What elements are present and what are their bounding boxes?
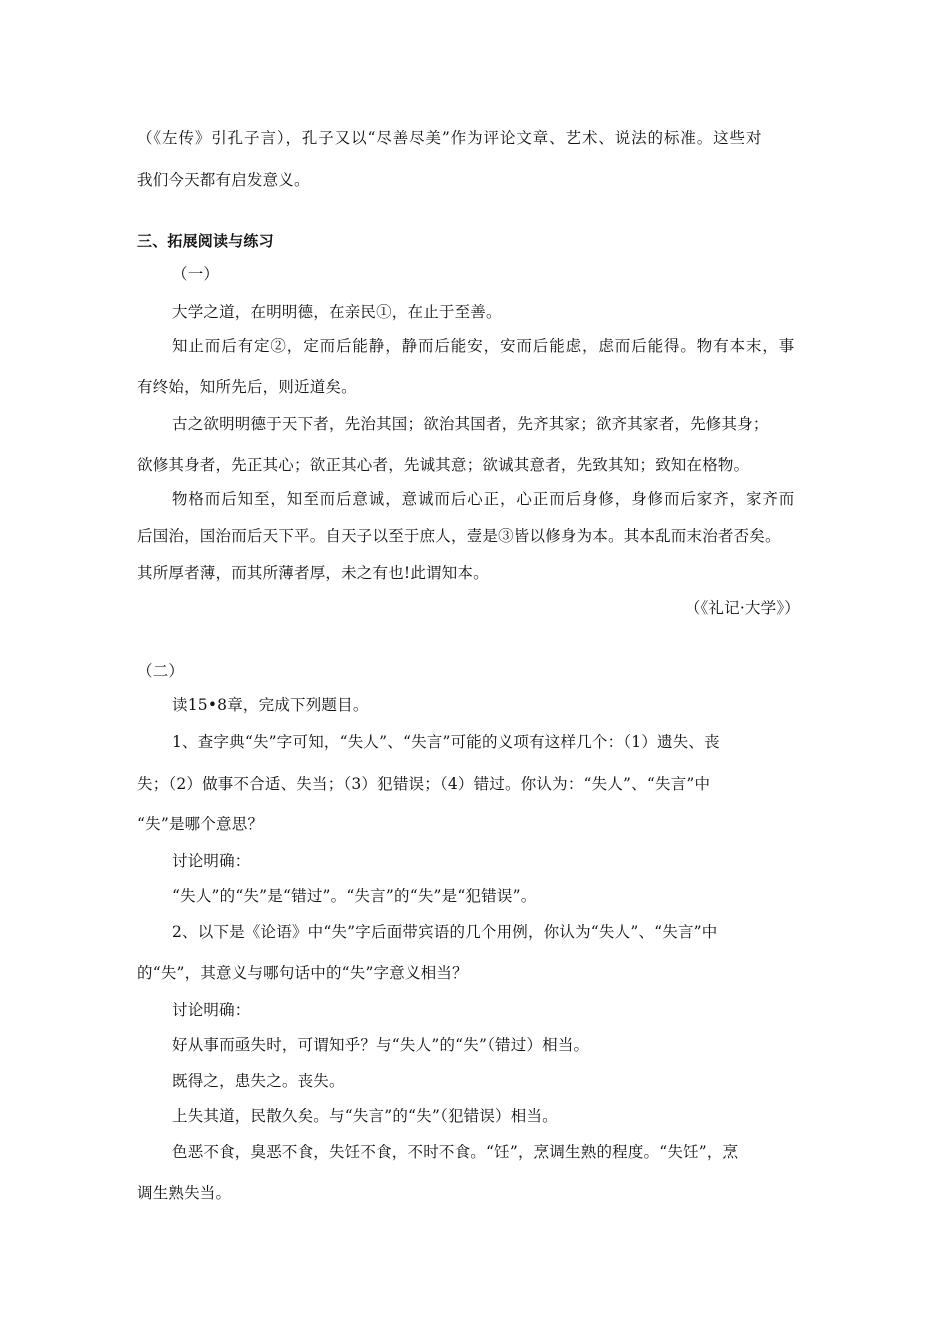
- part1-paragraph-2-line-2: 有终始，知所先后，则近道矣。: [137, 378, 357, 396]
- part1-paragraph-2-line-1: 知止而后有定②，定而后能静，静而后能安，安而后能虑，虑而后能得。物有本末，事: [172, 337, 796, 355]
- example-1: 好从事而亟失时，可谓知乎？与“失人”的“失”（错过）相当。: [172, 1036, 590, 1054]
- example-4-line-2: 调生熟失当。: [137, 1184, 232, 1202]
- example-2: 既得之，患失之。丧失。: [172, 1072, 345, 1090]
- example-4-line-1: 色恶不食，臭恶不食，失饪不食，不时不食。“饪”，烹调生熟的程度。“失饪”，烹: [172, 1143, 739, 1161]
- question-1-line-1: 1、查字典“失”字可知，“失人”、“失言”可能的义项有这样几个：（1）遗失、丧: [172, 733, 720, 751]
- intro-line-1: （《左传》引孔子言），孔子又以“尽善尽美”作为评论文章、艺术、说法的标准。这些对: [137, 129, 763, 147]
- part1-paragraph-3-line-2: 欲修其身者，先正其心；欲正其心者，先诚其意；欲诚其意者，先致其知；致知在格物。: [137, 456, 750, 474]
- question-1-line-3: “失”是哪个意思？: [137, 815, 264, 833]
- question-1-answer: “失人”的“失”是“错过”。“失言”的“失”是“犯错误”。: [172, 887, 537, 905]
- example-3: 上失其道，民散久矣。与“失言”的“失”（犯错误）相当。: [172, 1107, 558, 1125]
- part1-label: （一）: [172, 265, 220, 283]
- part2-label: （二）: [137, 662, 185, 680]
- question-2-line-1: 2、以下是《论语》中“失”字后面带宾语的几个用例，你认为“失人”、“失言”中: [172, 923, 718, 941]
- question-2-line-2: 的“失”，其意义与哪句话中的“失”字意义相当？: [137, 964, 468, 982]
- part1-paragraph-4-line-1: 物格而后知至，知至而后意诚，意诚而后心正，心正而后身修，身修而后家齐，家齐而: [172, 490, 796, 508]
- part1-paragraph-1: 大学之道，在明明德，在亲民①，在止于至善。: [172, 303, 502, 321]
- part2-intro: 读15•8章，完成下列题目。: [172, 696, 369, 714]
- question-1-discussion-label: 讨论明确：: [172, 852, 251, 870]
- part1-source: （《礼记·大学》）: [684, 599, 800, 617]
- section-heading: 三、拓展阅读与练习: [137, 232, 274, 250]
- part1-paragraph-4-line-2: 后国治，国治而后天下平。自天子以至于庶人，壹是③皆以修身为本。其本乱而末治者否矣。: [137, 527, 781, 545]
- intro-line-2: 我们今天都有启发意义。: [137, 171, 310, 189]
- question-2-discussion-label: 讨论明确：: [172, 1001, 251, 1019]
- question-1-line-2: 失；（2）做事不合适、失当；（3）犯错误；（4）错过。你认为：“失人”、“失言”中: [137, 775, 711, 793]
- part1-paragraph-3-line-1: 古之欲明明德于天下者，先治其国；欲治其国者，先齐其家；欲齐其家者，先修其身；: [172, 415, 769, 433]
- part1-paragraph-4-line-3: 其所厚者薄，而其所薄者厚，未之有也!此谓知本。: [137, 564, 489, 582]
